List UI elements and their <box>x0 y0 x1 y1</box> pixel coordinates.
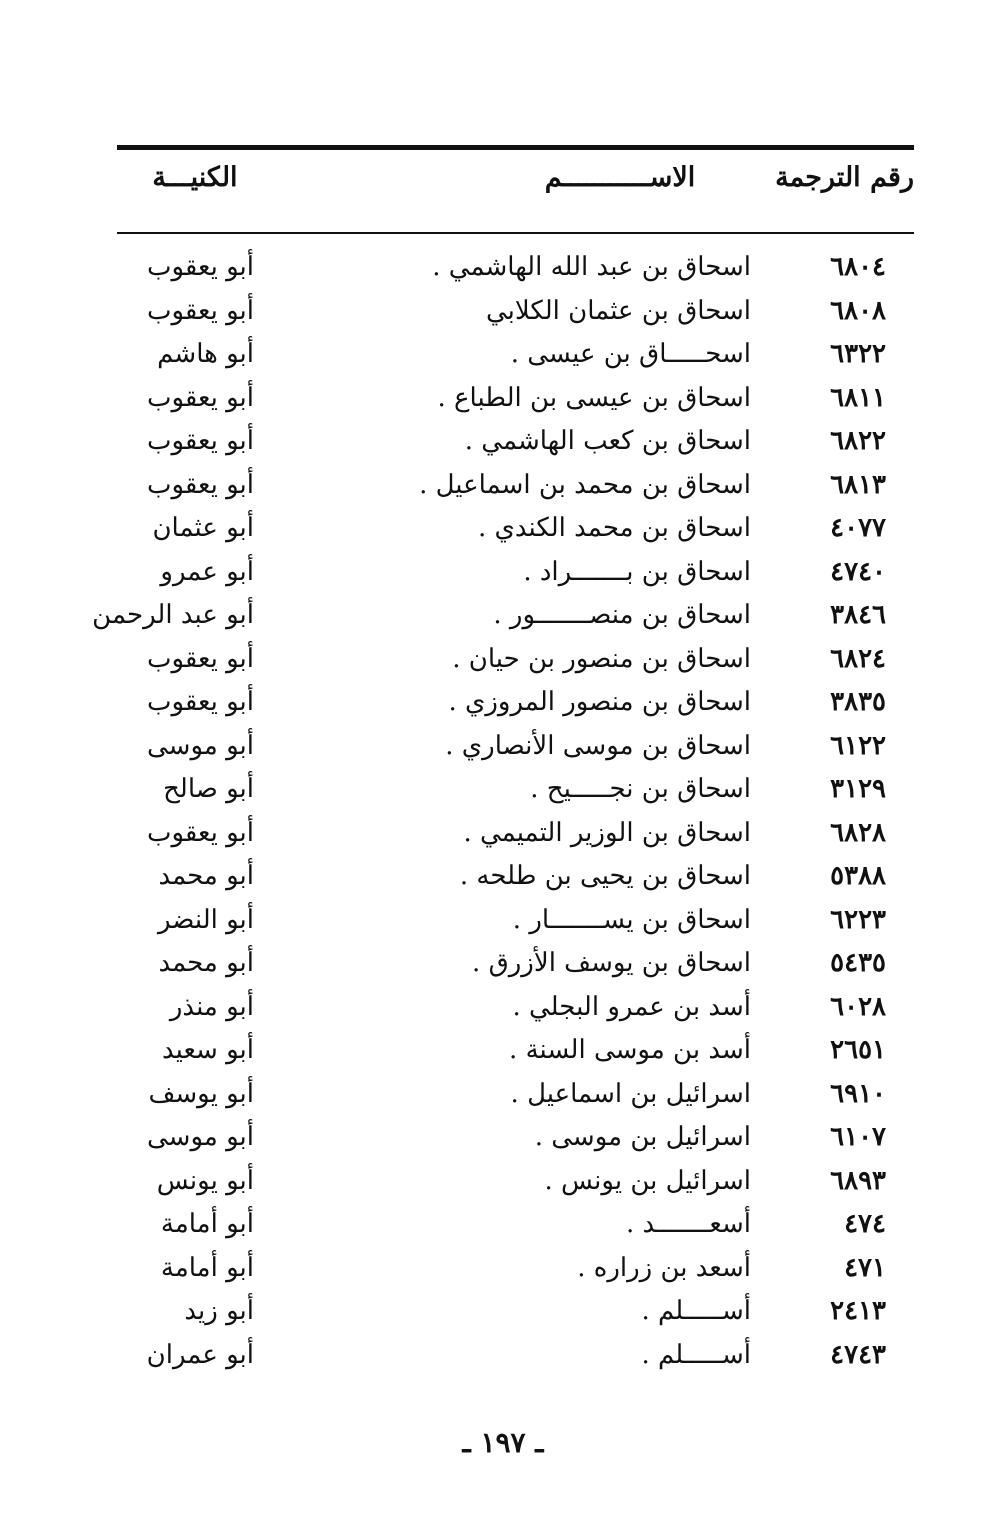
row-kunya: أبو محمد <box>158 948 254 978</box>
row-name: أسد بن موسى السنة . <box>509 1035 751 1065</box>
table-row <box>0 1029 1006 1073</box>
row-kunya: أبو عمران <box>146 1339 254 1370</box>
row-number: ٢٤١٣ <box>830 1296 886 1326</box>
table-row <box>0 942 1006 986</box>
row-kunya: أبو عثمان <box>152 513 254 543</box>
row-kunya: أبو أمامة <box>160 1209 254 1239</box>
row-name: اسحاق بن منصور بن حيان . <box>452 643 751 674</box>
row-number: ٦٣٢٢ <box>830 339 886 369</box>
row-name: اسحاق بن منصـــــــور . <box>493 600 751 630</box>
row-name: اسحاق بن موسى الأنصاري . <box>445 730 751 761</box>
row-name: اسحاق بن عبد الله الهاشمي . <box>432 252 751 282</box>
row-number: ٦٨٠٤ <box>830 252 886 282</box>
table-row <box>0 899 1006 943</box>
header-kunya: الكنيـــة <box>152 162 238 193</box>
row-number: ٦٩١٠ <box>830 1078 886 1109</box>
row-number: ٤٧١ <box>844 1252 886 1283</box>
table-row <box>0 594 1006 638</box>
row-kunya: أبو يعقوب <box>147 426 254 456</box>
row-name: أسعـــــــد . <box>625 1209 751 1239</box>
table-row <box>0 333 1006 377</box>
table-row <box>0 855 1006 899</box>
row-kunya: أبو منذر <box>169 991 254 1022</box>
row-number: ٥٣٨٨ <box>830 861 886 891</box>
table-row <box>0 507 1006 551</box>
row-name: اسحاق بن يســـــــار . <box>512 904 751 935</box>
row-number: ٤٧٤ <box>844 1209 886 1239</box>
row-kunya: أبو موسى <box>147 730 254 761</box>
table-row <box>0 1073 1006 1117</box>
row-name: اسرائيل بن اسماعيل . <box>510 1078 751 1109</box>
row-name: اسحاق بن يحيى بن طلحه . <box>459 861 751 891</box>
table-row <box>0 1116 1006 1160</box>
row-kunya: أبو زيد <box>184 1296 254 1326</box>
row-number: ٦٨١٣ <box>830 469 886 500</box>
row-number: ٤٠٧٧ <box>830 513 886 543</box>
row-number: ٦٨٢٨ <box>830 817 886 848</box>
header-name: الاســـــــــــم <box>544 162 696 193</box>
table-row <box>0 1160 1006 1204</box>
table-row <box>0 986 1006 1030</box>
row-name: اسحاق بن بـــــــراد . <box>523 556 751 587</box>
row-number: ٣٨٤٦ <box>830 600 886 630</box>
row-kunya: أبو هاشم <box>157 339 254 369</box>
table-row <box>0 638 1006 682</box>
row-name: اسرائيل بن موسى . <box>534 1122 751 1152</box>
row-name: أسعد بن زراره . <box>577 1252 751 1283</box>
row-number: ٦٠٢٨ <box>830 991 886 1022</box>
table-row <box>0 246 1006 290</box>
row-kunya: أبو يعقوب <box>147 382 254 413</box>
row-number: ٥٤٣٥ <box>830 948 886 978</box>
header-number: رقم الترجمة <box>775 162 914 193</box>
table-row <box>0 768 1006 812</box>
table-row <box>0 1334 1006 1378</box>
row-kunya: أبو يعقوب <box>147 817 254 848</box>
row-name: أســـــلم . <box>641 1339 751 1370</box>
row-number: ٢٦٥١ <box>830 1035 886 1065</box>
table-row <box>0 551 1006 595</box>
table-row <box>0 464 1006 508</box>
row-number: ٦٨٩٣ <box>830 1165 886 1196</box>
row-kunya: أبو عبد الرحمن <box>92 600 254 630</box>
row-number: ٦٨١١ <box>830 382 886 413</box>
page-number: ـ ١٩٧ ـ <box>462 1426 544 1459</box>
top-rule <box>117 145 914 150</box>
row-name: اسحاق بن عيسى بن الطباع . <box>437 382 751 413</box>
row-kunya: أبو يونس <box>156 1165 254 1196</box>
row-number: ٦١٠٧ <box>830 1122 886 1152</box>
row-kunya: أبو يوسف <box>148 1078 254 1109</box>
row-name: أسد بن عمرو البجلي . <box>512 991 751 1022</box>
table-row <box>0 290 1006 334</box>
row-number: ٦٨٢٤ <box>830 643 886 674</box>
row-name: اسحـــــاق بن عيسى . <box>510 339 751 369</box>
table-row <box>0 725 1006 769</box>
row-name: اسحاق بن كعب الهاشمي . <box>464 426 751 456</box>
row-kunya: أبو يعقوب <box>147 252 254 282</box>
row-name: اسحاق بن الوزير التميمي . <box>463 817 751 848</box>
table-row <box>0 1247 1006 1291</box>
header-rule <box>117 232 914 234</box>
row-kunya: أبو صالح <box>163 774 254 804</box>
row-name: اسحاق بن نجـــــيح . <box>530 774 751 804</box>
row-name: اسرائيل بن يونس . <box>544 1165 751 1196</box>
row-number: ٤٧٤٠ <box>830 556 886 587</box>
row-kunya: أبو أمامة <box>160 1252 254 1283</box>
row-name: اسحاق بن محمد بن اسماعيل . <box>419 469 751 500</box>
row-number: ٦٢٢٣ <box>830 904 886 935</box>
row-kunya: أبو يعقوب <box>147 295 254 326</box>
row-kunya: أبو يعقوب <box>147 643 254 674</box>
row-name: اسحاق بن منصور المروزي . <box>448 687 751 717</box>
row-kunya: أبو محمد <box>158 861 254 891</box>
row-kunya: أبو يعقوب <box>147 469 254 500</box>
row-number: ٦١٢٢ <box>830 730 886 761</box>
row-kunya: أبو عمرو <box>160 556 254 587</box>
row-kunya: أبو النضر <box>157 904 254 935</box>
row-number: ٦٨٠٨ <box>830 295 886 326</box>
row-kunya: أبو يعقوب <box>147 687 254 717</box>
row-name: اسحاق بن يوسف الأزرق . <box>472 948 751 978</box>
row-kunya: أبو سعيد <box>162 1035 254 1065</box>
table-row <box>0 1290 1006 1334</box>
row-number: ٦٨٢٢ <box>830 426 886 456</box>
table-header <box>0 162 1006 212</box>
row-name: اسحاق بن عثمان الكلابي <box>485 295 751 326</box>
table-body <box>0 246 1006 1377</box>
table-row <box>0 812 1006 856</box>
row-name: اسحاق بن محمد الكندي . <box>478 513 751 543</box>
row-kunya: أبو موسى <box>147 1122 254 1152</box>
table-row <box>0 1203 1006 1247</box>
row-name: أســـــلم . <box>641 1296 751 1326</box>
row-number: ٣١٢٩ <box>830 774 886 804</box>
row-number: ٣٨٣٥ <box>830 687 886 717</box>
row-number: ٤٧٤٣ <box>830 1339 886 1370</box>
table-row <box>0 681 1006 725</box>
table-row <box>0 377 1006 421</box>
table-row <box>0 420 1006 464</box>
